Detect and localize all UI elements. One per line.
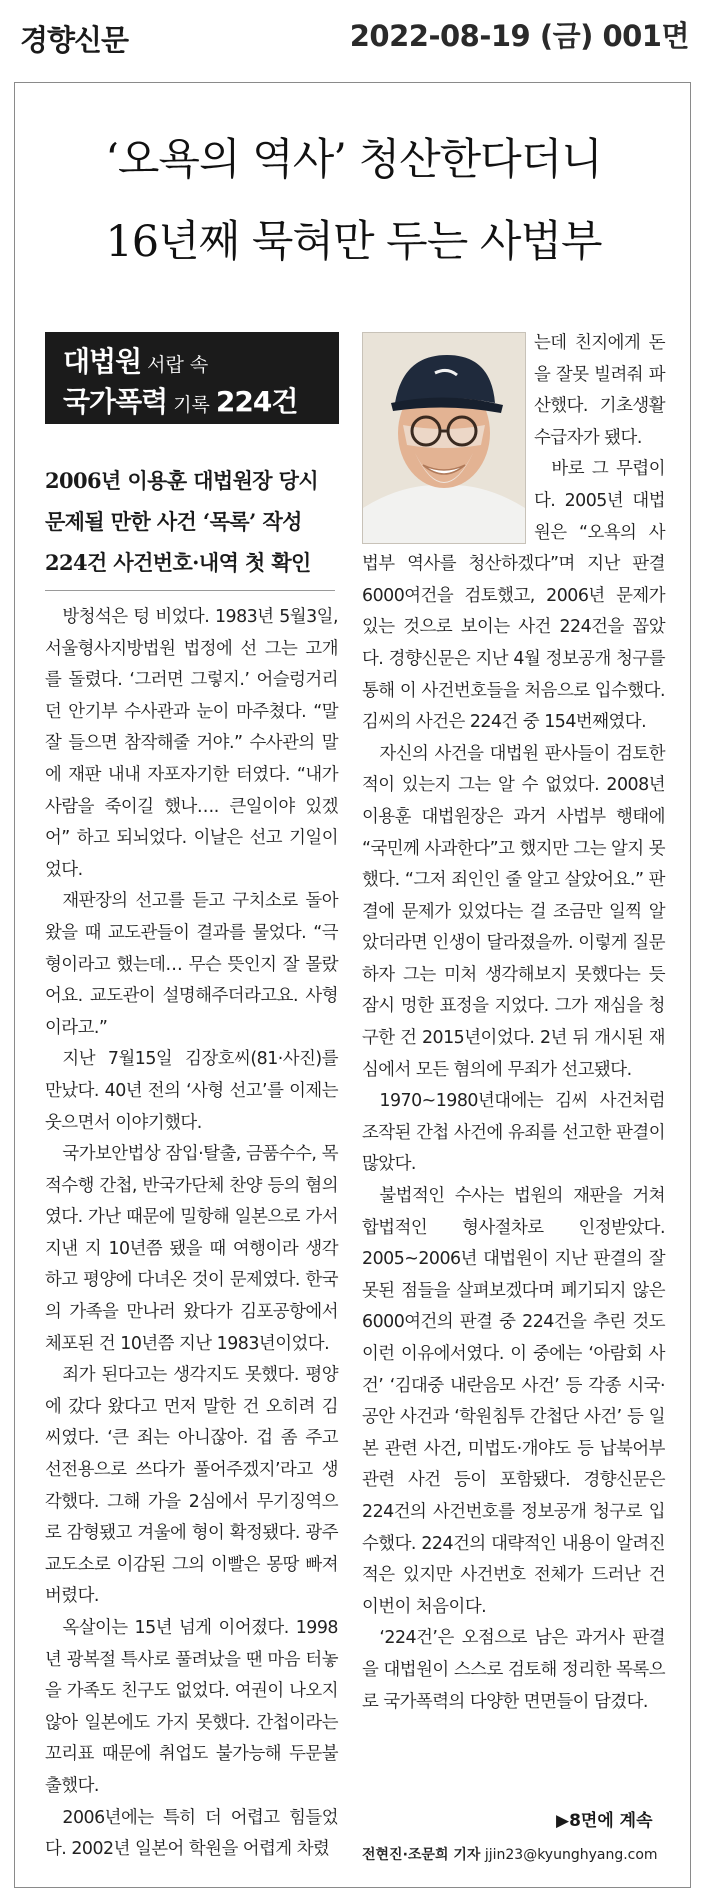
badge-word: 서랍 속 [147,354,209,376]
body-paragraph: ‘224건’은 오점으로 남은 과거사 판결을 대법원이 스스로 검토해 정리한 목록으로 국가폭력의 다양한 면면들이 담겼다. [362,1628,665,1712]
article-body-right [362,328,665,1718]
body-paragraph: 불법적인 수사는 법원의 재판을 거쳐 합법적인 형사절차로 인정받았다. 2005~2006년 대법원이 지난 판결의 잘못된 점들을 살펴보겠다며 폐기되지 않은 6000여건의 판결 중 224건을 추린 것도 이런 이유에서였다. 이 중에는 ‘아람회 사건’ ‘김대중 내란음모 사건’ 등 각종 시국·공안 사건과 ‘학원침투 간첩단 사건’ 등 일본 관련 사건, 미법도·개야도 등 납북어부 관련 사건 등이 포함됐다. 경향신문은 224건의 사건번호를 정보공개 청구로 입수했다. 224건의 대략적인 내용이 알려진 적은 있지만 사건번호 전체가 드러난 건 이번이 처음이다. [362,1186,665,1617]
badge-line-1 [63,340,214,380]
badge-line-2 [63,380,297,420]
subhead-divider [45,590,335,591]
byline [362,1844,658,1864]
article-body-left [45,602,338,1866]
body-paragraph: 는데 친지에게 돈을 잘못 빌려줘 파산했다. 기초생활수급자가 됐다. [534,333,665,448]
subhead-2: 문제될 만한 사건 ‘목록’ 작성 [45,509,302,534]
portrait-illustration [363,333,525,543]
badge-word: 대법원 [63,345,142,378]
headline-line-2: 16년째 묵혀만 두는 사법부 [105,217,602,267]
badge-word: 기록 [173,394,210,416]
badge-word: 국가폭력 [63,385,168,418]
subhead-1: 2006년 이용훈 대법원장 당시 [45,468,319,493]
reporter-names: 전현진·조문희 기자 [362,1847,481,1863]
portrait-photo [362,332,526,544]
body-paragraph: 자신의 사건을 대법원 판사들이 검토한 적이 있는지 그는 알 수 없었다. 2008년 이용훈 대법원장은 과거 사법부 행태에 “국민께 사과한다”고 했지만 그는 알지 못했다. “그저 죄인인 줄 알고 살았어요.” 판결에 문제가 있었다는 걸 조금만 일찍 알았더라면 인생이 달라졌을까. 이렇게 질문하자 그는 미처 생각해보지 못했다는 듯 잠시 멍한 표정을 지었다. 그가 재심을 청구한 건 2015년이었다. 2년 뒤 개시된 재심에서 모든 혐의에 무죄가 선고됐다. [362,743,665,1080]
issue-date: 2022-08-19 (금) 001면 [349,19,689,53]
badge-count: 224건 [215,385,298,418]
section-badge [45,332,339,424]
continued-notice: ▶8면에 계속 [556,1811,653,1831]
body-paragraph: 국가보안법상 잠입·탈출, 금품수수, 목적수행 간첩, 반국가단체 찬양 등의 혐의였다. 가난 때문에 밀항해 일본으로 가서 지낸 지 10년쯤 됐을 때 여행이라 생각하고 평양에 다녀온 것이 문제였다. 한국의 가족을 만나러 왔다가 김포공항에서 체포된 건 10년쯤 지난 1983년이었다. [45,1144,338,1354]
body-paragraph: 방청석은 텅 비었다. 1983년 5월3일, 서울형사지방법원 법정에 선 그는 고개를 돌렸다. ‘그러면 그렇지.’ 어슬렁거리던 안기부 수사관과 눈이 마주쳤다. “말 잘 들으면 참작해줄 거야.” 수사관의 말에 재판 내내 자포자기한 터였다. “내가 사람을 죽이길 했나…. 큰일이야 있겠어” 하고 되뇌었다. 이날은 선고 기일이었다. [45,607,338,880]
reporter-email: jjin23@kyunghyang.com [484,1847,658,1863]
body-paragraph: 옥살이는 15년 넘게 이어졌다. 1998년 광복절 특사로 풀려났을 땐 마음 터놓을 가족도 친구도 없었다. 여권이 나오지 않아 일본에도 가지 못했다. 간첩이라는 꼬리표 때문에 취업도 불가능해 두문불출했다. [45,1618,338,1796]
newspaper-name: 경향신문 [20,23,129,57]
body-paragraph: 2006년에는 특히 더 어렵고 힘들었다. 2002년 일본어 학원을 어렵게 차렸 [45,1807,338,1860]
body-paragraph: 재판장의 선고를 듣고 구치소로 돌아왔을 때 교도관들이 결과를 물었다. “극형이라고 했는데… 무슨 뜻인지 잘 몰랐어요. 교도관이 설명해주더라고요. 사형이라고.” [45,891,338,1038]
subhead-3: 224건 사건번호·내역 첫 확인 [45,550,311,575]
headline-line-1: ‘오욕의 역사’ 청산한다더니 [105,135,602,185]
body-paragraph: 바로 그 무렵이다. 2005년 대법원은 “오욕의 사법부 역사를 청산하겠다”며 지난 판결 6000여건을 검토했고, 2006년 문제가 있는 것으로 보이는 사건 224건을 꼽았다. 경향신문은 지난 4월 정보공개 청구를 통해 이 사건번호들을 처음으로 입수했다. 김씨의 사건은 224건 중 154번째였다. [362,459,665,733]
body-paragraph: 지난 7월15일 김장호씨(81·사진)를 만났다. 40년 전의 ‘사형 선고’를 이제는 웃으면서 이야기했다. [45,1049,338,1133]
body-paragraph: 1970~1980년대에는 김씨 사건처럼 조작된 간첩 사건에 유죄를 선고한 판결이 많았다. [362,1091,665,1175]
page-header [0,0,707,74]
body-paragraph: 죄가 된다고는 생각지도 못했다. 평양에 갔다 왔다고 먼저 말한 건 오히려 김씨였다. ‘큰 죄는 아니잖아. 겁 좀 주고 선전용으로 쓰다가 풀어주겠지’라고 생각했다. 그해 가을 2심에서 무기징역으로 감형됐고 겨울에 형이 확정됐다. 광주교도소로 이감된 그의 이빨은 몽땅 빠져버렸다. [45,1365,338,1607]
